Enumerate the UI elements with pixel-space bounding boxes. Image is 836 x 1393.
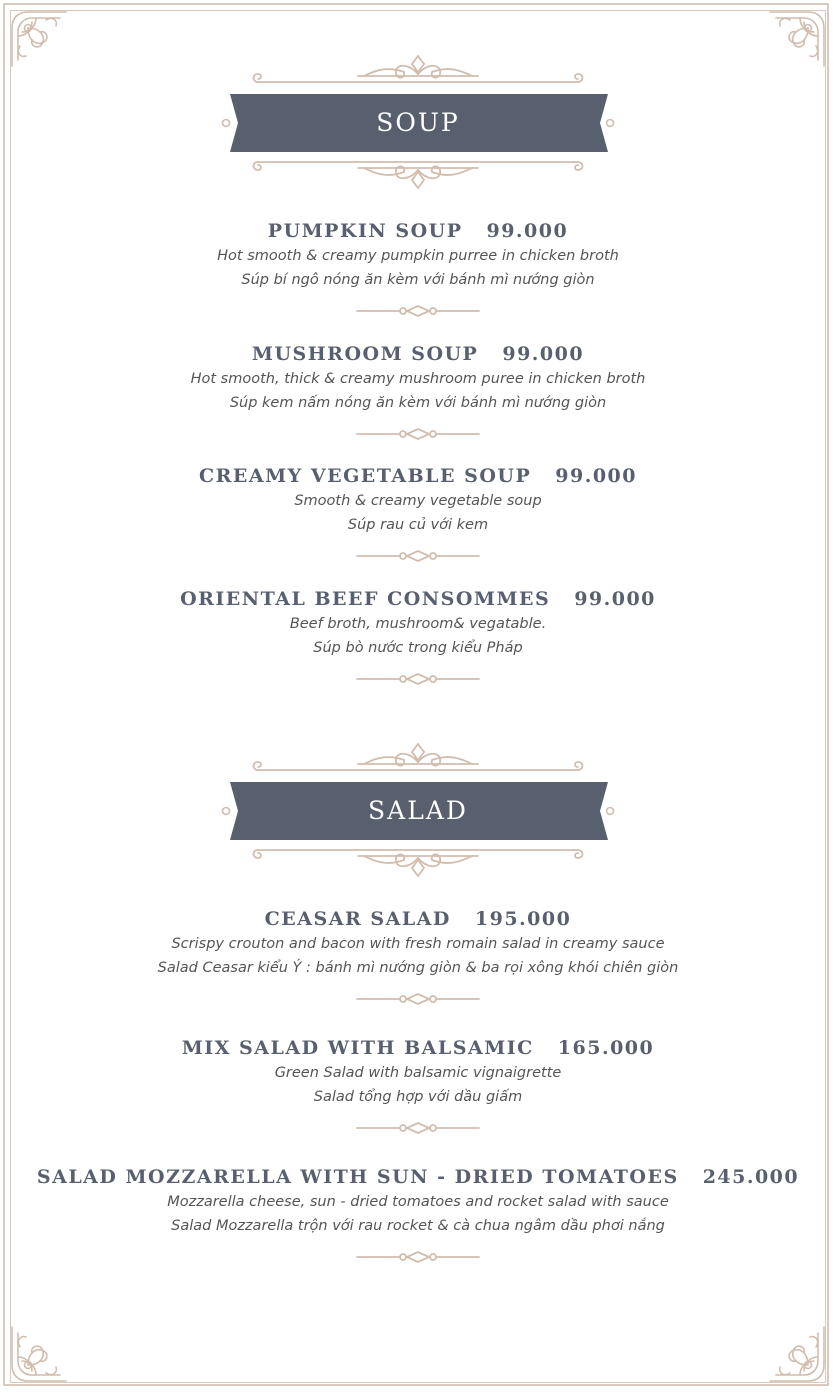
item-name: ORIENTAL BEEF CONSOMMES — [180, 588, 551, 610]
corner-flourish-icon — [766, 6, 830, 70]
divider-icon — [355, 673, 481, 685]
item-description-vi: Súp bò nước trong kiểu Pháp — [313, 640, 523, 656]
item-description-vi: Súp kem nấm nóng ăn kèm với bánh mì nướng giòn — [229, 395, 607, 411]
menu-item — [20, 1164, 816, 1263]
ornament-bottom-icon — [248, 844, 588, 880]
item-description-en: Mozzarella cheese, sun - dried tomatoes and rocket salad with sauce — [167, 1194, 669, 1210]
item-name: MIX SALAD WITH BALSAMIC — [181, 1037, 534, 1059]
item-description-en: Hot smooth & creamy pumpkin purree in chicken broth — [217, 248, 619, 264]
corner-flourish-icon — [766, 1323, 830, 1387]
item-name: CEASAR SALAD — [264, 908, 451, 930]
item-description-en: Smooth & creamy vegetable soup — [294, 493, 542, 509]
corner-flourish-icon — [6, 1323, 70, 1387]
section-title: SOUP — [376, 108, 460, 137]
item-name: MUSHROOM SOUP — [251, 343, 479, 365]
item-price: 99.000 — [486, 220, 569, 242]
menu-item — [20, 218, 816, 317]
divider-icon — [355, 428, 481, 440]
item-description-en: Hot smooth, thick & creamy mushroom puree in chicken broth — [190, 371, 646, 387]
item-description-vi: Salad Mozzarella trộn với rau rocket & cà chua ngâm dầu phơi nắng — [171, 1218, 665, 1234]
section-banner-salad — [220, 782, 616, 840]
menu-item — [20, 586, 816, 685]
ornament-top-icon — [248, 52, 588, 88]
item-price: 99.000 — [574, 588, 656, 610]
divider-icon — [355, 550, 481, 562]
divider-icon — [355, 305, 481, 317]
ornament-top-icon — [248, 740, 588, 776]
item-description-vi: Súp bí ngô nóng ăn kèm với bánh mì nướng giòn — [241, 272, 595, 288]
menu-item — [20, 341, 816, 440]
section-banner-soup — [220, 94, 616, 152]
item-name: SALAD MOZZARELLA WITH SUN - DRIED TOMATOES — [36, 1166, 679, 1188]
divider-icon — [355, 1251, 481, 1263]
divider-icon — [355, 1122, 481, 1134]
item-price: 165.000 — [557, 1037, 655, 1059]
menu-item — [20, 906, 816, 1005]
item-name: CREAMY VEGETABLE SOUP — [199, 465, 532, 487]
divider-icon — [355, 993, 481, 1005]
item-price: 99.000 — [555, 465, 637, 487]
item-description-en: Beef broth, mushroom& vegatable. — [289, 616, 547, 632]
item-description-en: Green Salad with balsamic vignaigrette — [274, 1065, 562, 1081]
item-description-vi: Salad tổng hợp với dầu giấm — [313, 1089, 523, 1105]
item-description-vi: Salad Ceasar kiểu Ý : bánh mì nướng giòn & ba rọi xông khói chiên giòn — [157, 960, 679, 976]
menu-item — [20, 1035, 816, 1134]
ornament-bottom-icon — [248, 156, 588, 192]
item-price: 99.000 — [502, 343, 585, 365]
section-title: SALAD — [368, 796, 468, 825]
item-description-vi: Súp rau củ với kem — [347, 517, 489, 533]
item-price: 195.000 — [474, 908, 572, 930]
menu-item — [20, 463, 816, 562]
item-name: PUMPKIN SOUP — [267, 220, 463, 242]
corner-flourish-icon — [6, 6, 70, 70]
item-price: 245.000 — [702, 1166, 800, 1188]
item-description-en: Scrispy crouton and bacon with fresh romain salad in creamy sauce — [171, 936, 665, 952]
